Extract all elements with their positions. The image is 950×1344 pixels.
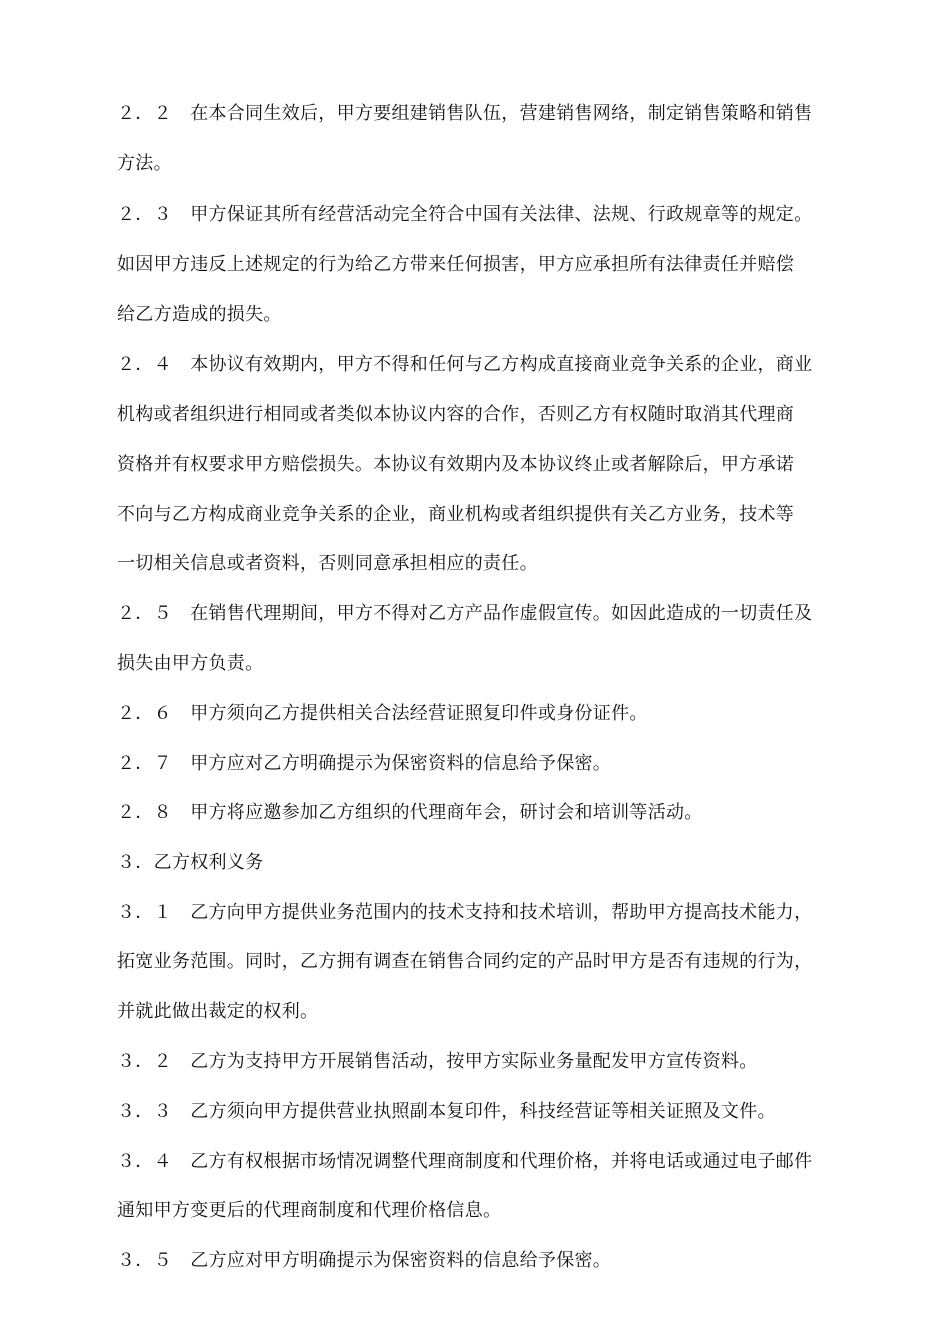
section-3-heading: ３．乙方权利义务 [117, 852, 264, 873]
clause-2-5-line-2: 损失由甲方负责。 [117, 653, 264, 674]
clause-3-5: ３．５ 乙方应对甲方明确提示为保密资料的信息给予保密。 [117, 1250, 612, 1271]
clause-3-4-line-2: 通知甲方变更后的代理商制度和代理价格信息。 [117, 1200, 502, 1221]
clause-2-7: ２．７ 甲方应对乙方明确提示为保密资料的信息给予保密。 [117, 753, 612, 774]
clause-2-3-line-1: ２．３ 甲方保证其所有经营活动完全符合中国有关法律、法规、行政规章等的规定。 [117, 204, 813, 225]
clause-2-3-line-3: 给乙方造成的损失。 [117, 304, 282, 325]
clause-2-3-line-2: 如因甲方违反上述规定的行为给乙方带来任何损害，甲方应承担所有法律责任并赔偿 [117, 254, 795, 275]
clause-3-1-line-2: 拓宽业务范围。同时，乙方拥有调查在销售合同约定的产品时甲方是否有违规的行为， [117, 951, 813, 972]
clause-2-4-line-5: 一切相关信息或者资料，否则同意承担相应的责任。 [117, 553, 538, 574]
clause-3-1-line-3: 并就此做出裁定的权利。 [117, 1001, 319, 1022]
clause-3-2: ３．２ 乙方为支持甲方开展销售活动，按甲方实际业务量配发甲方宣传资料。 [117, 1051, 758, 1072]
clause-2-4-line-1: ２．４ 本协议有效期内，甲方不得和任何与乙方构成直接商业竞争关系的企业，商业 [117, 354, 813, 375]
clause-2-4-line-3: 资格并有权要求甲方赔偿损失。本协议有效期内及本协议终止或者解除后，甲方承诺 [117, 454, 795, 475]
clause-2-4-line-4: 不向与乙方构成商业竞争关系的企业，商业机构或者组织提供有关乙方业务，技术等 [117, 504, 795, 525]
clause-2-2-line-2: 方法。 [117, 153, 172, 174]
clause-2-4-line-2: 机构或者组织进行相同或者类似本协议内容的合作，否则乙方有权随时取消其代理商 [117, 404, 795, 425]
clause-2-5-line-1: ２．５ 在销售代理期间，甲方不得对乙方产品作虚假宣传。如因此造成的一切责任及 [117, 603, 813, 624]
clause-2-8: ２．８ 甲方将应邀参加乙方组织的代理商年会，研讨会和培训等活动。 [117, 802, 703, 823]
clause-3-4-line-1: ３．４ 乙方有权根据市场情况调整代理商制度和代理价格，并将电话或通过电子邮件 [117, 1151, 813, 1172]
clause-3-3: ３．３ 乙方须向甲方提供营业执照副本复印件，科技经营证等相关证照及文件。 [117, 1101, 776, 1122]
clause-2-2-line-1: ２．２ 在本合同生效后，甲方要组建销售队伍，营建销售网络，制定销售策略和销售 [117, 103, 813, 124]
clause-2-6: ２．６ 甲方须向乙方提供相关合法经营证照复印件或身份证件。 [117, 703, 648, 724]
clause-3-1-line-1: ３．１ 乙方向甲方提供业务范围内的技术支持和技术培训，帮助甲方提高技术能力， [117, 902, 813, 923]
